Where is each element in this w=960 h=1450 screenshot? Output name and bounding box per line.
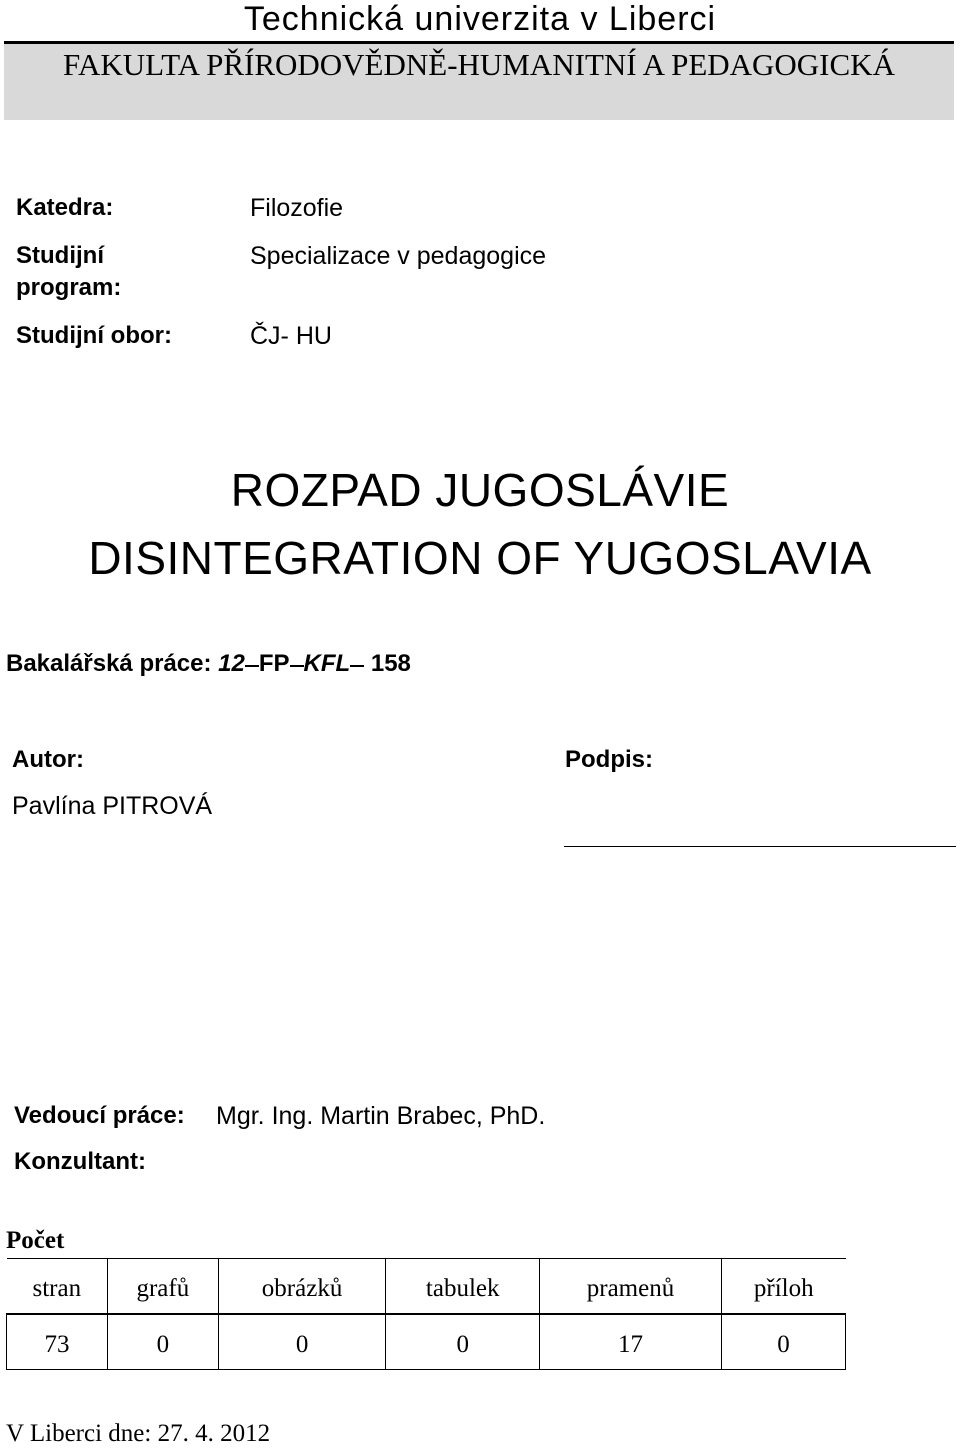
- thesis-num2: 158: [370, 650, 411, 677]
- counts-header-cell: stran: [7, 1259, 108, 1315]
- supervisor-name: Mgr. Ing. Martin Brabec, PhD.: [216, 1102, 546, 1130]
- counts-header-cell: příloh: [722, 1259, 846, 1315]
- counts-header-row: [7, 1259, 846, 1315]
- counts-value-cell: 0: [386, 1314, 540, 1370]
- counts-table: [6, 1258, 846, 1370]
- thesis-dash1: [245, 665, 259, 667]
- author-label: Autor:: [12, 746, 84, 773]
- thesis-number: [6, 648, 411, 680]
- counts-value-cell: 0: [722, 1314, 846, 1370]
- counts-header-cell: obrázků: [218, 1259, 386, 1315]
- thesis-label: Bakalářská práce:: [6, 650, 212, 677]
- field-label: Studijní obor:: [16, 322, 172, 349]
- counts-value-cell: 0: [218, 1314, 386, 1370]
- supervisor-label: Vedoucí práce:: [14, 1102, 185, 1129]
- signature-line: [564, 846, 956, 847]
- thesis-fp: FP: [258, 650, 290, 677]
- counts-header-cell: grafů: [108, 1259, 219, 1315]
- counts-value-cell: 0: [108, 1314, 219, 1370]
- place-date: V Liberci dne: 27. 4. 2012: [6, 1420, 271, 1447]
- counts-value-cell: 17: [539, 1314, 721, 1370]
- counts-label: Počet: [6, 1227, 65, 1254]
- department-label: Katedra:: [16, 194, 114, 221]
- thesis-dash2: [290, 665, 304, 667]
- signature-label: Podpis:: [565, 746, 653, 773]
- counts-value-cell: 73: [7, 1314, 108, 1370]
- program-label: Studijní program:: [16, 242, 122, 301]
- title-english: DISINTEGRATION OF YUGOSLAVIA: [88, 532, 872, 584]
- program-value: Specializace v pedagogice: [250, 242, 547, 270]
- consultant-label: Konzultant:: [14, 1148, 146, 1175]
- thesis-kfl: KFL: [303, 650, 351, 677]
- counts-header-cell: pramenů: [539, 1259, 721, 1315]
- university-name: Technická univerzita v Liberci: [243, 0, 717, 38]
- author-name: Pavlína PITROVÁ: [12, 792, 213, 820]
- thesis-num1: 12: [218, 650, 245, 677]
- title-czech: ROZPAD JUGOSLÁVIE: [230, 464, 730, 516]
- thesis-dash3: [350, 665, 364, 667]
- counts-header-cell: tabulek: [386, 1259, 540, 1315]
- field-value: ČJ- HU: [250, 322, 332, 350]
- department-value: Filozofie: [250, 194, 344, 222]
- counts-value-row: [7, 1314, 846, 1370]
- faculty-name: FAKULTA PŘÍRODOVĚDNĚ-HUMANITNÍ A PEDAGOGICKÁ: [63, 47, 895, 82]
